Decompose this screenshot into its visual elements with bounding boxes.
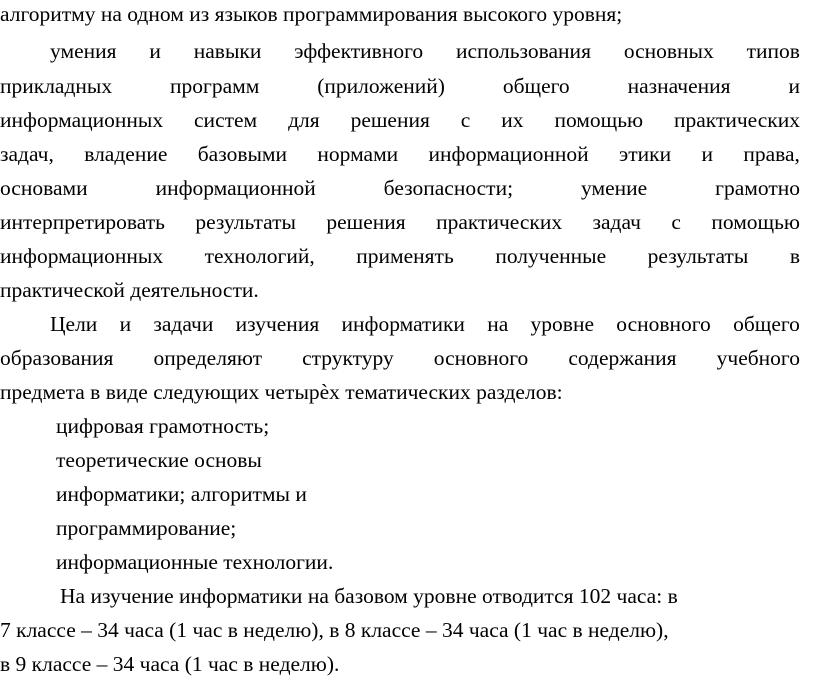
- word: этики: [619, 142, 672, 166]
- word: общего: [733, 312, 800, 336]
- word: и: [701, 142, 713, 166]
- word: прикладных: [0, 74, 113, 98]
- list-item: цифровая грамотность;: [56, 414, 270, 438]
- word: решения: [326, 210, 406, 234]
- text-line-justified: [0, 348, 800, 370]
- word: задачи: [153, 312, 214, 336]
- word: и: [788, 74, 800, 98]
- word: полученные: [495, 244, 607, 268]
- word: их: [501, 108, 524, 132]
- word: информатики: [341, 312, 465, 336]
- word: информационной: [155, 176, 316, 200]
- word: нормами: [317, 142, 399, 166]
- word: и: [149, 39, 161, 63]
- word: для: [288, 108, 320, 132]
- word: решения: [350, 108, 430, 132]
- text-line: алгоритму на одном из языков программирования высокого уровня;: [0, 2, 623, 26]
- word: практических: [436, 210, 563, 234]
- word: информационных: [0, 244, 164, 268]
- word: программ: [170, 74, 260, 98]
- word: владение: [84, 142, 168, 166]
- word: основных: [623, 39, 714, 63]
- word: технологий,: [204, 244, 315, 268]
- word: результаты: [647, 244, 749, 268]
- word: навыки: [193, 39, 262, 63]
- word: помощью: [711, 210, 800, 234]
- word: основного: [433, 346, 529, 370]
- word: назначения: [627, 74, 731, 98]
- text-line: 7 классе – 34 часа (1 час в неделю), в 8 классе – 34 часа (1 час в неделю),: [0, 618, 669, 642]
- text-line-justified: [0, 76, 800, 98]
- word: с: [460, 108, 471, 132]
- word: учебного: [716, 346, 800, 370]
- word: эффективного: [294, 39, 424, 63]
- word: основами: [0, 176, 88, 200]
- text-line-justified: [0, 178, 800, 200]
- word: определяют: [153, 346, 263, 370]
- word: основного: [616, 312, 711, 336]
- word: систем: [194, 108, 258, 132]
- word: грамотно: [715, 176, 800, 200]
- text-line: в 9 классе – 34 часа (1 час в неделю).: [0, 652, 340, 676]
- word: информационных: [0, 108, 164, 132]
- text-line-justified: [0, 110, 800, 132]
- text-line-justified: [0, 212, 800, 234]
- list-item: информационные технологии.: [56, 550, 334, 574]
- list-item: программирование;: [56, 516, 237, 540]
- word: задач: [592, 210, 641, 234]
- word: структуру: [302, 346, 394, 370]
- word: применять: [356, 244, 454, 268]
- list-item: информатики; алгоритмы и: [56, 482, 307, 506]
- word: результаты: [195, 210, 296, 234]
- word: использования: [455, 39, 591, 63]
- text-line: На изучение информатики на базовом уровне отводится 102 часа: в: [60, 584, 678, 608]
- word: безопасности;: [383, 176, 514, 200]
- word: общего: [502, 74, 570, 98]
- text-line-justified: [50, 314, 800, 336]
- word: на: [487, 312, 509, 336]
- word: помощью: [554, 108, 644, 132]
- word: (приложений): [317, 74, 445, 98]
- word: умения: [50, 39, 117, 63]
- word: умение: [581, 176, 648, 200]
- word: интерпретировать: [0, 210, 165, 234]
- word: практических: [673, 108, 800, 132]
- text-line: практической деятельности.: [0, 278, 259, 302]
- word: и: [119, 312, 132, 336]
- word: базовыми: [197, 142, 288, 166]
- text-line: предмета в виде следующих четырѐх тематических разделов:: [0, 380, 563, 404]
- word: в: [789, 244, 800, 268]
- word: задач,: [0, 142, 54, 166]
- text-line-justified: [50, 41, 800, 63]
- text-line-justified: [0, 246, 800, 268]
- word: уровне: [530, 312, 594, 336]
- word: изучения: [235, 312, 320, 336]
- word: информационной: [428, 142, 589, 166]
- word: образования: [0, 346, 114, 370]
- word: содержания: [568, 346, 677, 370]
- word: с: [671, 210, 681, 234]
- word: права,: [743, 142, 800, 166]
- list-item: теоретические основы: [56, 448, 262, 472]
- word: типов: [746, 39, 800, 63]
- word: Цели: [50, 312, 98, 336]
- text-line-justified: [0, 144, 800, 166]
